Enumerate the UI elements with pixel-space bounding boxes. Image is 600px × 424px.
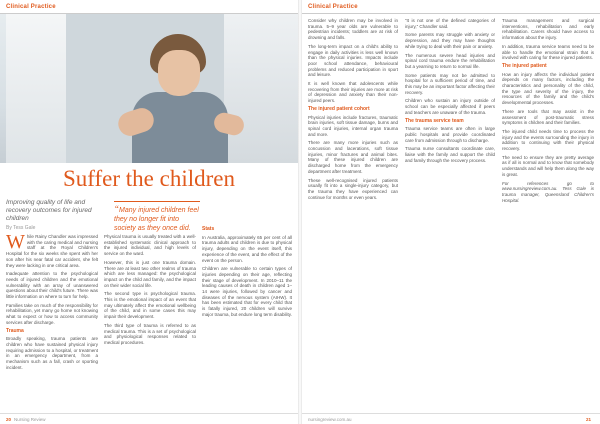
footer-text: Nursing Review [14, 416, 46, 422]
paragraph: Physical trauma is usually treated with a well-established systematic clinical approach to the injured individual, and high levels of service on the ward. [104, 234, 196, 257]
paragraph: The numerous severe head injuries and spinal cord trauma endure the rehabilitation but a yearning to return to normal life. [405, 52, 495, 69]
paragraph: Physical injuries include fractures, traumatic brain injuries, soft tissue damage, burns and spinal cord injuries, internal organ trauma and more. [308, 114, 398, 137]
paragraph: Some patients may not be admitted to hospital for a sufficient period of time, and this may be an important factor affecting their recovery. [405, 72, 495, 95]
page-number: 20 [6, 416, 12, 422]
paragraph: Trauma nurse consultants coordinate care, liaise with the family and support the child and family through the recovery process. [405, 146, 495, 163]
intro-text: hile Rainy Chandler was impressed with the caring medical and nursing staff at the Royal Children's Hospital for the six weeks she spent with her son after his near fatal car accident, she felt they were lacking in one critical area. [6, 234, 98, 268]
pull-quote [114, 201, 200, 233]
byline: By Tess Gale [6, 225, 36, 231]
paragraph: There are tools that may assist in the assessment of post-traumatic stress symptoms in children and their families. [502, 108, 594, 126]
page-number: 21 [585, 416, 591, 422]
paragraph: The injured child needs time to process the injury and the events surrounding the injury in addition to continuing with their physical recovery. [502, 128, 594, 152]
section-tag: Clinical Practice [308, 3, 358, 10]
left-page-footer [0, 413, 298, 424]
right-page-header [302, 0, 600, 14]
footer-text: nursingreview.com.au [308, 416, 352, 422]
paragraph: The third type of trauma is referred to as medical trauma. This is a set of psychological and physiological responses related to medical procedures. [104, 322, 196, 345]
subheading-stats: Stats [202, 226, 215, 232]
photo-window-left [6, 14, 66, 163]
paragraph: Inadequate attention to the psychological needs of injured children and the emotional vulnerability with an array of unanswered questions about their child's future. There was little information on where to turn for help. [6, 271, 98, 300]
pull-quote-text: Many injured children feel they no longer fit into society as they once did. [114, 207, 199, 232]
left-page [0, 0, 298, 424]
right-column-2 [405, 18, 495, 412]
paragraph: The second type is psychological trauma. This is the emotional impact of an event that may ultimately affect the emotional wellbeing of the child, and in some cases this may impair their development. [104, 291, 196, 320]
left-column-2 [104, 234, 196, 412]
paragraph: These well-recognised injured patients usually fit into a single-injury category, but the trauma they have experienced can continue for months or even years. [308, 177, 398, 200]
paragraph: Families take on much of the responsibility for rehabilitation, yet many go home not knowing what to expect or how to access community services after discharge. [6, 302, 98, 325]
photo-window-right [224, 14, 298, 163]
left-page-header [0, 0, 298, 14]
subheading-injured-patient: The injured patient [502, 62, 547, 69]
paragraph: The need to ensure they are pretty average as if all is normal and to know that somebody understands and will help them along the way is great. [502, 154, 594, 177]
left-column-3 [202, 200, 292, 412]
paragraph: “It is not one of the defined categories of injury,” Chandler said. [405, 18, 495, 29]
paragraph: How an injury affects the individual patient depends on many factors, including the characteristics and personality of the child, the type and severity of the injury, the resources of the family and the child's developmental processes. [502, 71, 594, 106]
reference-note: For references go to www.nursingreview.com.au. Tess Gale is trauma manager, Queensland Children's Hospital. [502, 180, 594, 203]
subheading-service-team: The trauma service team [405, 117, 464, 124]
subheading-trauma: Trauma [6, 327, 24, 334]
photo-child-face [158, 50, 200, 96]
paragraph: Children are vulnerable to certain types of injuries depending on their age, reflecting their stage of development. In 2010–11 the leading causes of death in children aged 1–14 were injuries, followed by cancer and diseases of the nervous system (AIHW). It has been estimated that for every child that is fatally injured, 20 children will survive major trauma, but endure long term disability. [202, 266, 292, 317]
paragraph: Trauma service teams are often in large public hospitals and provide coordinated care from admission through to discharge. [405, 126, 495, 143]
paragraph: Consider why children may be involved in trauma. 5–9 year olds are vulnerable to pedestrian incidents; toddlers are at risk of drowning and falls. [308, 18, 398, 41]
standfirst: Improving quality of life and recovery outcomes for injured children [6, 199, 92, 222]
paragraph: However, this is just one trauma domain. There are at least two other realms of trauma which are less managed: the psychological impact on the child and family, and the impact on their wider social life. [104, 259, 196, 288]
drop-cap: W [6, 234, 25, 253]
right-page-footer [302, 413, 600, 424]
right-column-1 [308, 18, 398, 412]
subheading-cohort: The injured patient cohort [308, 105, 370, 112]
paragraph: Broadly speaking, trauma patients are children who have sustained physical injury requiring admission to a hospital, or treatment in an emergency department, from a mechanism such as a fall, crash or sporting incident. [6, 336, 98, 370]
paragraph: In addition, trauma service teams need to be able to handle the emotional strain that is involved with caring for these injured patients. [502, 43, 594, 61]
quote-mark-icon: “ [114, 204, 120, 214]
paragraph: Some parents may struggle with anxiety or depression, and they may have thoughts while trying to deal with their pain or anxiety. [405, 32, 495, 49]
paragraph: Trauma management and surgical interventions, rehabilitation and early rehabilitation. Carers should have access to information about the injury. [502, 18, 594, 41]
paragraph: In Australia, approximately 65 per cent of all trauma adults and children is due to physical injury, depending on the event itself, this experience of the event, and the effect of the event on the person. [202, 234, 292, 263]
paragraph: There are many more injuries such as concussion and lacerations, soft tissue injuries, minor fractures and animal bites. Many of these injured children are discharged home from the emergency department after treatment. [308, 140, 398, 174]
intro-paragraph [6, 234, 98, 268]
left-column-1 [6, 234, 98, 412]
paragraph: It is well known that adolescents while recovering from their injuries are more at risk of depression and anxiety than their non-injured peers. [308, 81, 398, 104]
right-page [302, 0, 600, 424]
paragraph: Children who sustain an injury outside of school can be especially affected if peers and teachers are unaware of the trauma. [405, 98, 495, 115]
hero-photo [0, 14, 298, 163]
paragraph: The long-term impact on a child's ability to engage in daily activities is less well known than the physical injuries. Impacts include poor school attendance, behavioural problems and reduced participation in sport and leisure. [308, 43, 398, 78]
section-tag: Clinical Practice [6, 3, 56, 10]
article-title: Suffer the children [62, 166, 236, 191]
footer-left [6, 417, 46, 422]
right-column-3 [502, 18, 594, 412]
